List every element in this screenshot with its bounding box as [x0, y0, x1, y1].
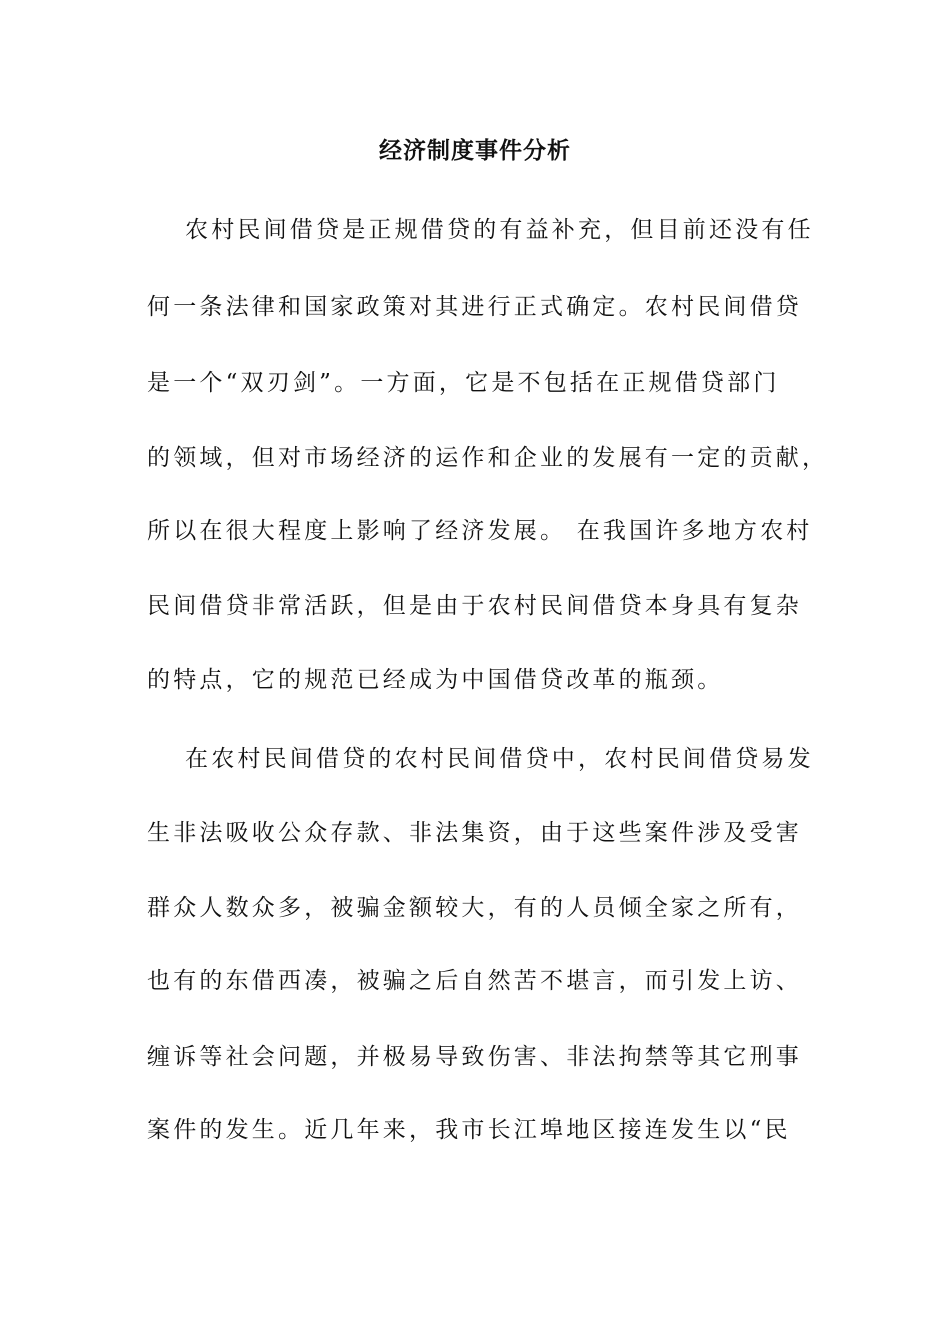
paragraph-line: 生非法吸收公众存款、非法集资，由于这些案件涉及受害 — [147, 820, 802, 846]
document-title: 经济制度事件分析 — [379, 137, 571, 164]
paragraph-line: 的领域，但对市场经济的运作和企业的发展有一定的贡献， — [147, 445, 829, 471]
paragraph-line: 民间借贷非常活跃，但是由于农村民间借贷本身具有复杂 — [147, 593, 802, 619]
paragraph-line: 缠诉等社会问题，并极易导致伤害、非法拘禁等其它刑事 — [147, 1044, 802, 1070]
paragraph-line: 案件的发生。近几年来，我市长江埠地区接连发生以“民 — [147, 1117, 791, 1143]
paragraph-line: 何一条法律和国家政策对其进行正式确定。农村民间借贷 — [147, 294, 802, 320]
paragraph-line: 也有的东借西凑，被骗之后自然苦不堪言，而引发上访、 — [147, 968, 802, 994]
paragraph-line: 是一个“双刃剑”。一方面，它是不包括在正规借贷部门 — [147, 370, 780, 396]
paragraph-line: 农村民间借贷是正规借贷的有益补充，但目前还没有任 — [185, 217, 814, 243]
paragraph-line: 在农村民间借贷的农村民间借贷中，农村民间借贷易发 — [185, 746, 814, 772]
paragraph-line: 的特点，它的规范已经成为中国借贷改革的瓶颈。 — [147, 667, 724, 693]
paragraph-line: 所以在很大程度上影响了经济发展。 在我国许多地方农村 — [147, 518, 813, 544]
paragraph-line: 群众人数众多，被骗金额较大，有的人员倾全家之所有， — [147, 895, 802, 921]
